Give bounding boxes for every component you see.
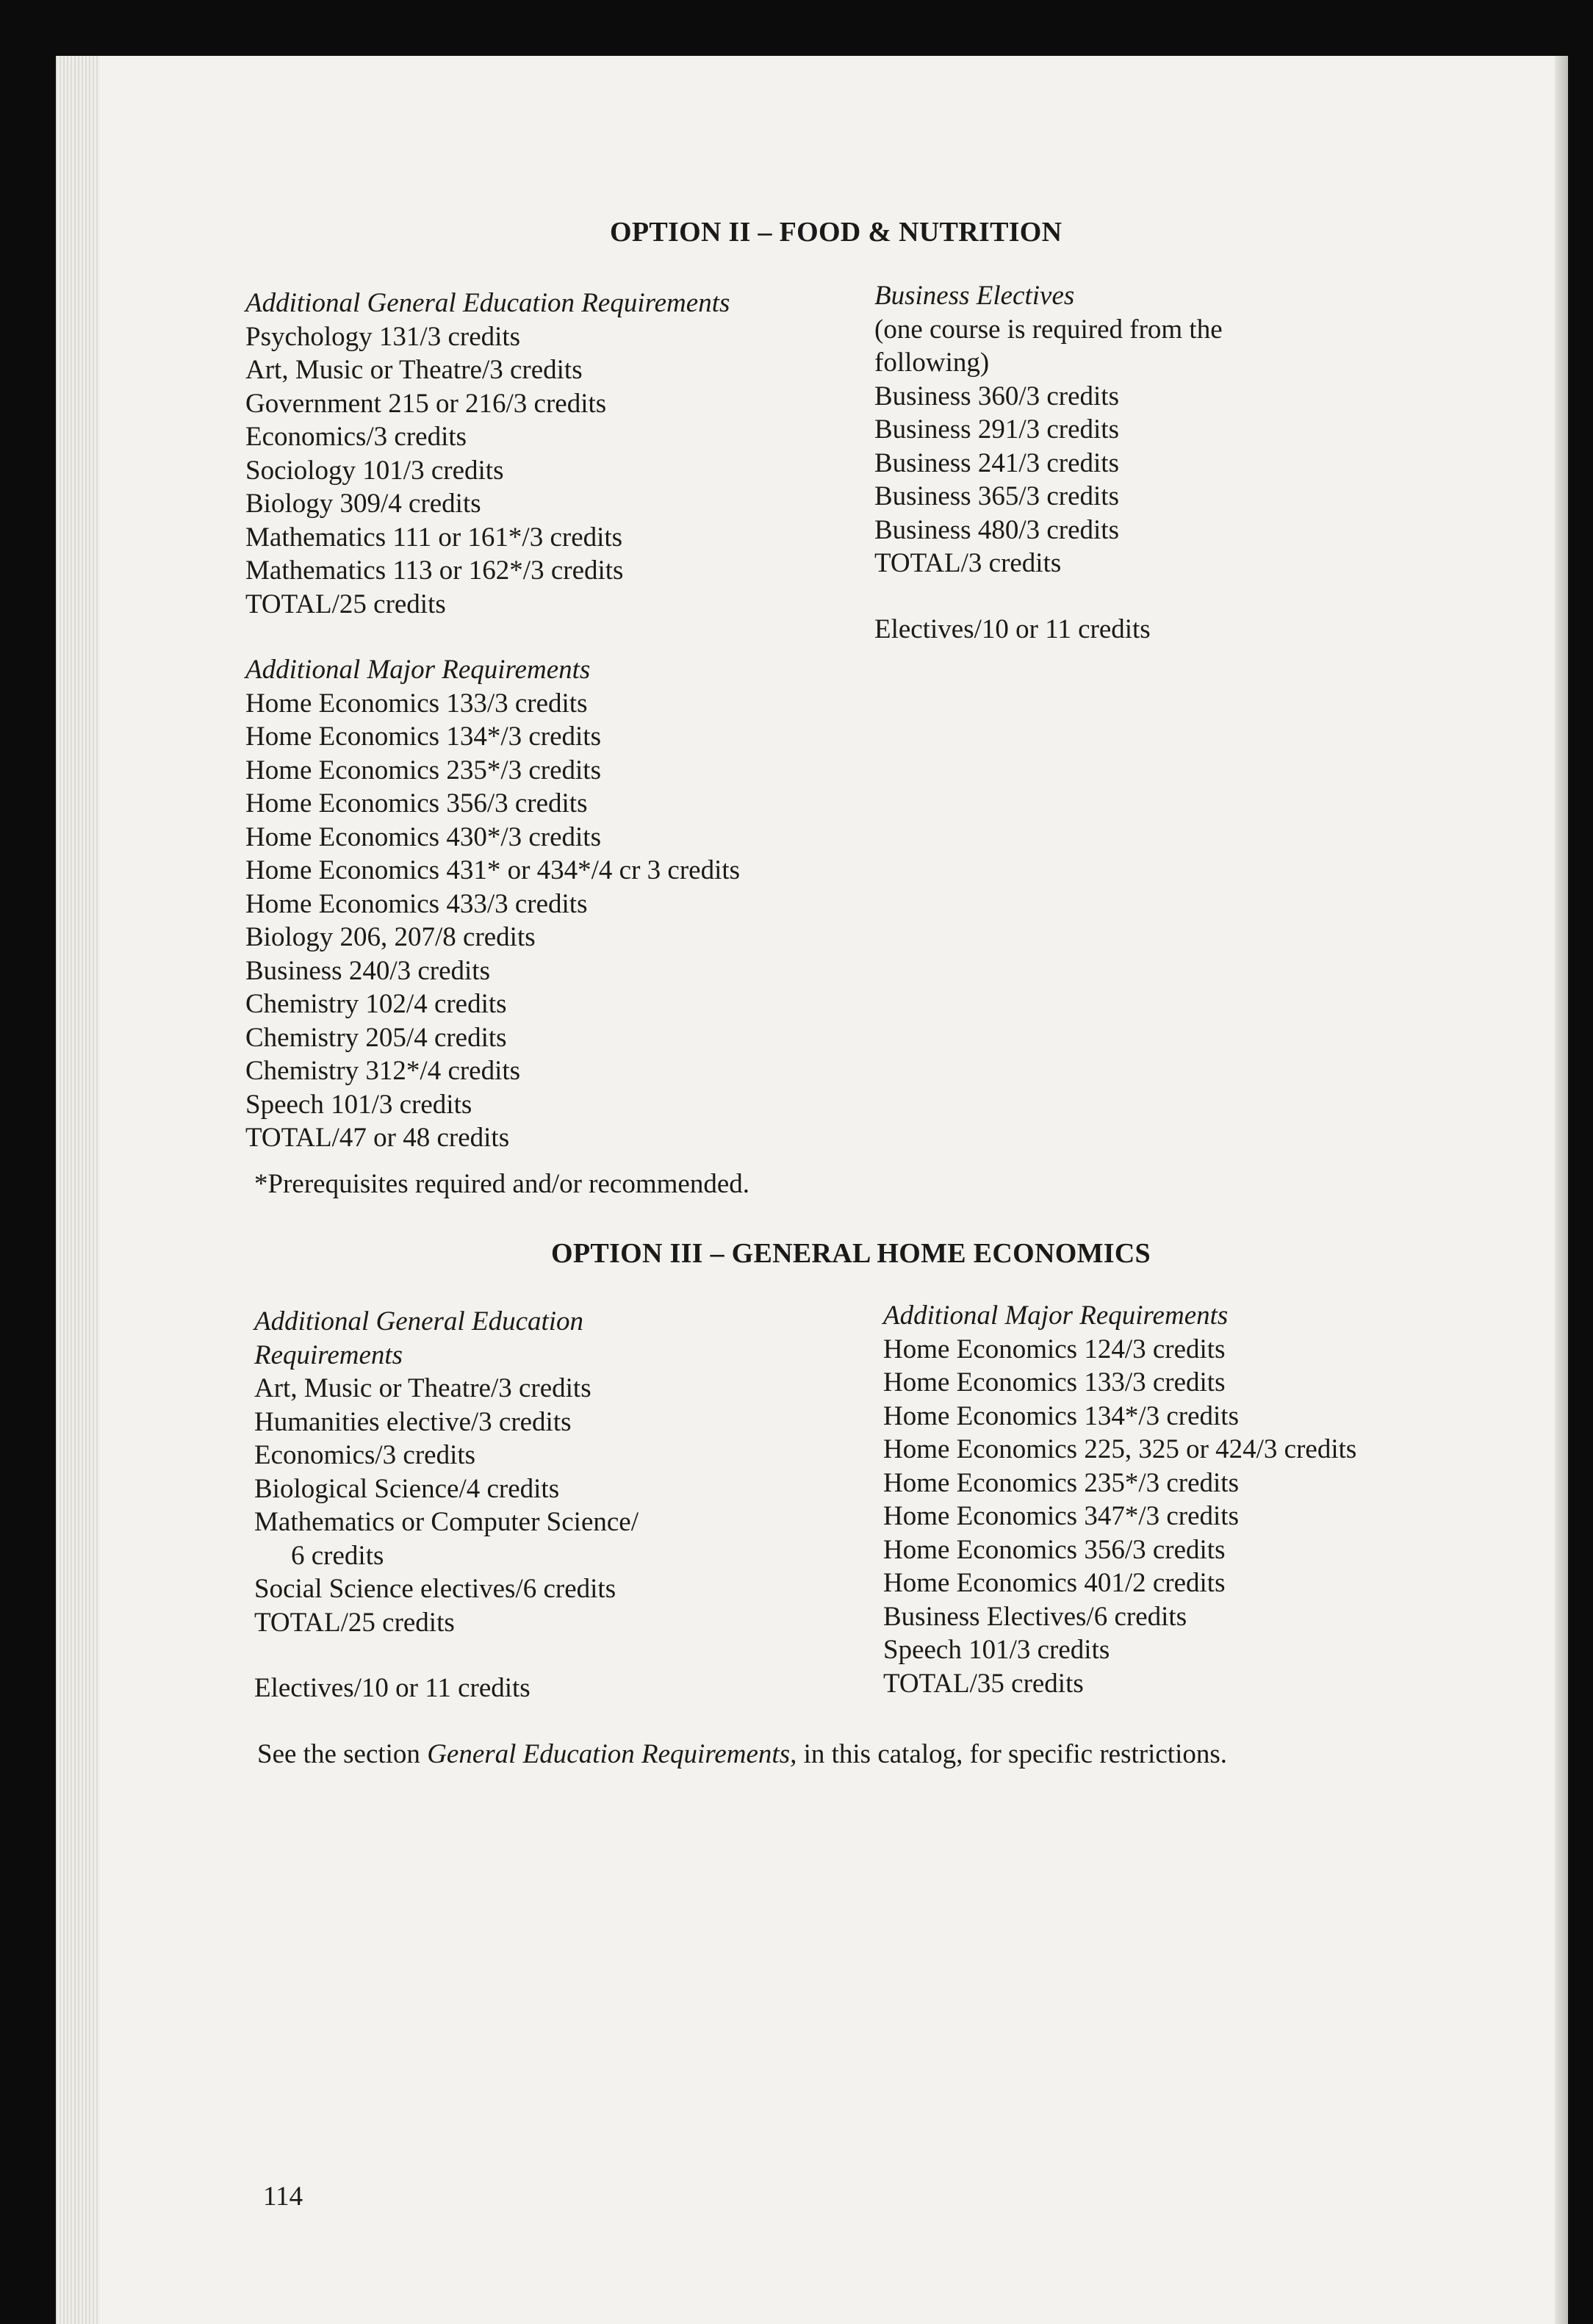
option-2-major-title: Additional Major Requirements: [245, 655, 591, 685]
list-item: Biology 206, 207/8 credits: [245, 922, 536, 952]
list-item: Government 215 or 216/3 credits: [245, 388, 607, 419]
option-2-right-column: [874, 279, 1223, 646]
list-item-continuation: 6 credits: [291, 1540, 384, 1571]
option-2-left-column: [245, 287, 740, 1155]
list-item: Chemistry 312*/4 credits: [245, 1056, 521, 1086]
list-item: Home Economics 235*/3 credits: [883, 1467, 1239, 1498]
list-item: Art, Music or Theatre/3 credits: [254, 1373, 591, 1403]
list-item: Speech 101/3 credits: [245, 1089, 472, 1120]
list-item: Home Economics 430*/3 credits: [245, 821, 601, 852]
list-item: Business 365/3 credits: [874, 481, 1119, 511]
list-item: Economics/3 credits: [245, 422, 467, 452]
list-item: Humanities elective/3 credits: [254, 1406, 572, 1437]
list-item: Home Economics 225, 325 or 424/3 credits: [883, 1434, 1357, 1464]
list-item: Home Economics 356/3 credits: [245, 788, 588, 819]
list-item: TOTAL/25 credits: [254, 1607, 455, 1638]
list-item: TOTAL/35 credits: [883, 1668, 1084, 1699]
list-item: TOTAL/25 credits: [245, 589, 446, 619]
list-item: Mathematics 111 or 161*/3 credits: [245, 522, 623, 553]
catalog-page: [56, 56, 1568, 2324]
list-item: Home Economics 433/3 credits: [245, 888, 588, 919]
list-item: Home Economics 431* or 434*/4 cr 3 credits: [245, 855, 741, 885]
list-item: Home Economics 134*/3 credits: [883, 1400, 1239, 1431]
option-2-electives: Electives/10 or 11 credits: [874, 614, 1151, 644]
list-item: Business Electives/6 credits: [883, 1601, 1187, 1632]
closing-text-before: See the section: [257, 1739, 428, 1769]
list-item: Chemistry 102/4 credits: [245, 989, 507, 1019]
list-item: Psychology 131/3 credits: [245, 321, 521, 352]
closing-note: [257, 1738, 1227, 1770]
page-number: 114: [263, 2181, 303, 2212]
prerequisites-footnote: *Prerequisites required and/or recommended.: [254, 1169, 749, 1199]
page-right-edge: [1555, 56, 1568, 2324]
list-item: Home Economics 347*/3 credits: [883, 1501, 1239, 1531]
option-3-electives: Electives/10 or 11 credits: [254, 1673, 531, 1703]
business-note-line: (one course is required from the: [874, 314, 1223, 345]
option-2-heading: OPTION II – FOOD & NUTRITION: [610, 217, 1062, 248]
list-item: Home Economics 124/3 credits: [883, 1334, 1226, 1364]
list-item: Home Economics 133/3 credits: [245, 688, 588, 719]
option-3-major-title: Additional Major Requirements: [883, 1300, 1229, 1331]
closing-text-emphasis: General Education Requirements,: [427, 1739, 797, 1769]
list-item: Sociology 101/3 credits: [245, 455, 504, 486]
list-item: Business 480/3 credits: [874, 514, 1119, 545]
list-item: Mathematics or Computer Science/: [254, 1507, 639, 1537]
list-item: TOTAL/3 credits: [874, 548, 1062, 578]
business-note-line: following): [874, 348, 990, 378]
list-item: Mathematics 113 or 162*/3 credits: [245, 555, 624, 586]
list-item: Speech 101/3 credits: [883, 1635, 1110, 1665]
page-edge-stack: [56, 56, 100, 2324]
list-item: Social Science electives/6 credits: [254, 1574, 616, 1604]
list-item: Home Economics 133/3 credits: [883, 1367, 1226, 1397]
option-3-gen-ed-title: Additional General Education: [254, 1306, 584, 1337]
option-3-heading: OPTION III – GENERAL HOME ECONOMICS: [551, 1238, 1151, 1269]
list-item: Biological Science/4 credits: [254, 1473, 560, 1504]
list-item: Home Economics 134*/3 credits: [245, 722, 601, 752]
list-item: Business 291/3 credits: [874, 414, 1119, 445]
business-electives-title: Business Electives: [874, 281, 1075, 311]
list-item: Home Economics 356/3 credits: [883, 1534, 1226, 1565]
option-3-gen-ed-title-cont: Requirements: [254, 1339, 403, 1370]
closing-text-after: in this catalog, for specific restrictions.: [796, 1739, 1228, 1769]
list-item: Chemistry 205/4 credits: [245, 1022, 507, 1053]
list-item: Business 241/3 credits: [874, 447, 1119, 478]
list-item: Business 360/3 credits: [874, 381, 1119, 411]
list-item: Art, Music or Theatre/3 credits: [245, 355, 583, 385]
option-3-left-column: [254, 1305, 639, 1705]
list-item: Biology 309/4 credits: [245, 489, 481, 519]
list-item: Economics/3 credits: [254, 1440, 476, 1470]
list-item: Home Economics 235*/3 credits: [245, 755, 601, 785]
list-item: Home Economics 401/2 credits: [883, 1568, 1226, 1598]
option-3-right-column: [883, 1299, 1356, 1700]
list-item: Business 240/3 credits: [245, 955, 490, 986]
list-item: TOTAL/47 or 48 credits: [245, 1123, 510, 1153]
option-2-gen-ed-title: Additional General Education Requirements: [245, 288, 730, 318]
